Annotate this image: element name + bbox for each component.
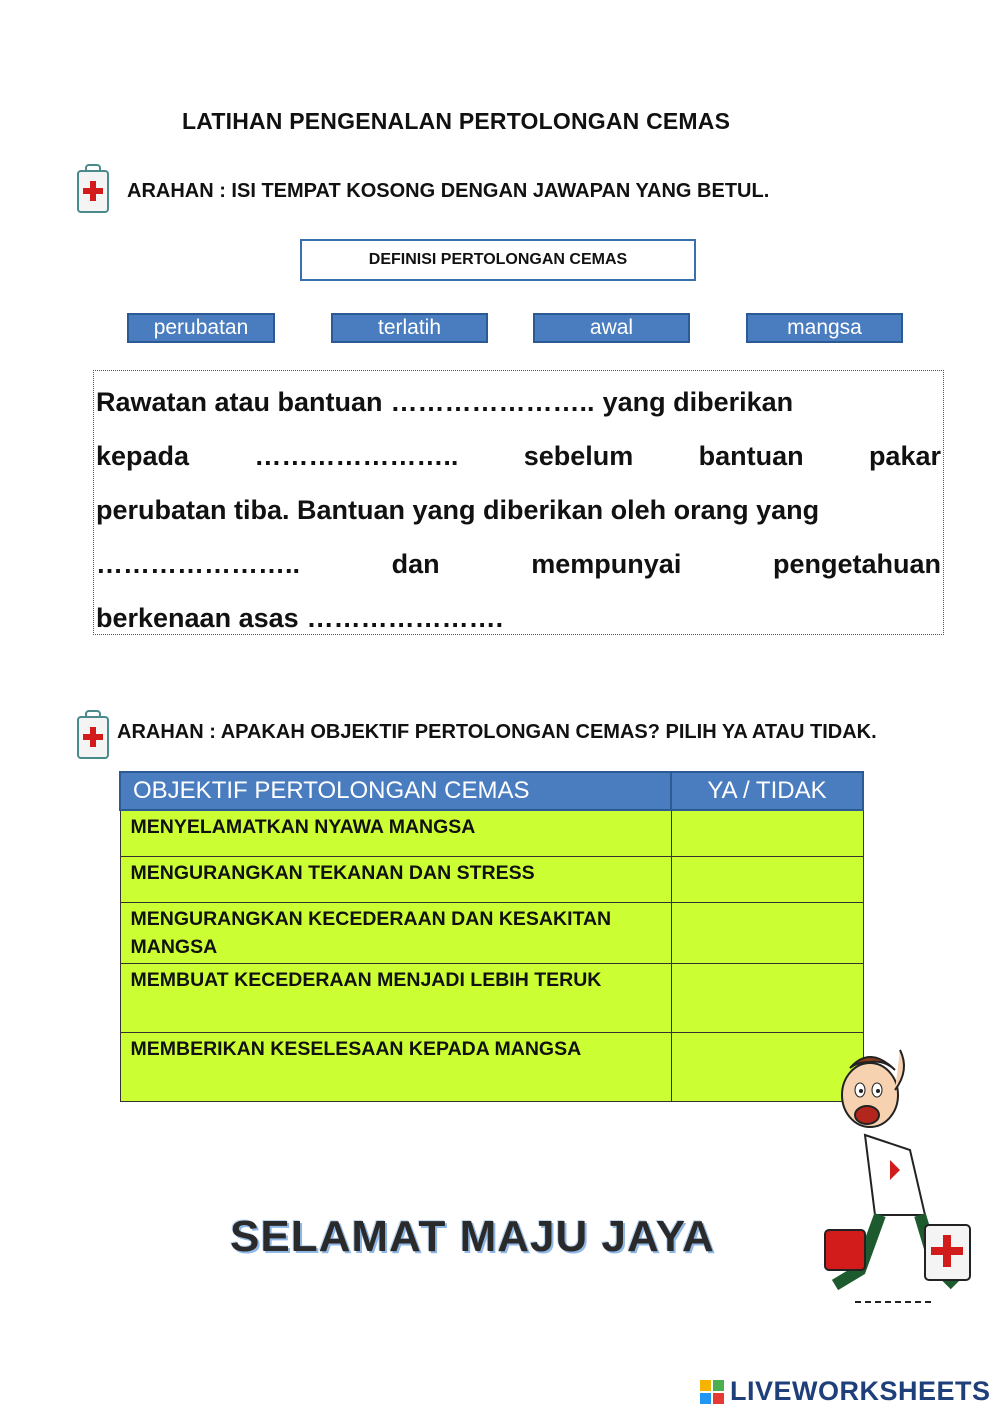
first-aid-kit-icon <box>76 710 110 760</box>
passage-text: mempunyai <box>531 549 682 579</box>
liveworksheets-logo-icon <box>700 1380 724 1404</box>
objective-text: MENGURANGKAN KECEDERAAN DAN KESAKITAN MANGSA <box>120 902 671 963</box>
word-chip-mangsa[interactable]: mangsa <box>746 313 903 343</box>
passage-line-5 <box>96 591 941 645</box>
blank-1[interactable]: ………………….. <box>390 387 595 417</box>
word-chip-terlatih[interactable]: terlatih <box>331 313 488 343</box>
answer-cell[interactable] <box>671 963 863 1032</box>
passage-text: pengetahuan <box>772 549 941 579</box>
objectives-table <box>119 771 864 1102</box>
passage-line-2 <box>96 429 941 483</box>
answer-cell[interactable] <box>671 810 863 856</box>
brand-name: LIVEWORKSHEETS <box>730 1376 991 1406</box>
blank-2[interactable]: ………………….. <box>254 441 459 471</box>
passage-text: perubatan tiba. Bantuan yang diberikan oleh orang yang <box>96 495 820 525</box>
objective-text: MENYELAMATKAN NYAWA MANGSA <box>120 810 671 856</box>
definition-box-title: DEFINISI PERTOLONGAN CEMAS <box>300 239 696 281</box>
objective-text: MENGURANGKAN TEKANAN DAN STRESS <box>120 856 671 902</box>
passage-text: bantuan <box>698 441 804 471</box>
congratulations-message: SELAMAT MAJU JAYA <box>230 1212 715 1261</box>
passage-text: sebelum <box>523 441 634 471</box>
instruction-fill-blanks: ARAHAN : ISI TEMPAT KOSONG DENGAN JAWAPAN YANG BETUL. <box>127 180 770 202</box>
passage-text: dan <box>391 549 440 579</box>
column-header-objective: OBJEKTIF PERTOLONGAN CEMAS <box>120 772 671 810</box>
passage-text: Rawatan atau bantuan <box>96 387 383 417</box>
table-row <box>120 963 863 1032</box>
table-row <box>120 902 863 963</box>
passage-line-1 <box>96 375 941 429</box>
word-chip-awal[interactable]: awal <box>533 313 690 343</box>
blank-4[interactable]: …………………. <box>306 603 504 633</box>
table-header-row <box>120 772 863 810</box>
definition-passage <box>93 370 944 635</box>
table-row <box>120 810 863 856</box>
table-row <box>120 1032 863 1101</box>
column-header-answer: YA / TIDAK <box>671 772 863 810</box>
passage-text: berkenaan asas <box>96 603 299 633</box>
paramedic-cartoon-illustration <box>815 1040 975 1315</box>
instruction-yes-no: ARAHAN : APAKAH OBJEKTIF PERTOLONGAN CEMAS? PILIH YA ATAU TIDAK. <box>117 721 877 743</box>
blank-3[interactable]: ………………….. <box>96 549 301 579</box>
passage-text: pakar <box>868 441 941 471</box>
page-title: LATIHAN PENGENALAN PERTOLONGAN CEMAS <box>182 108 731 134</box>
table-row <box>120 856 863 902</box>
objective-text: MEMBUAT KECEDERAAN MENJADI LEBIH TERUK <box>120 963 671 1032</box>
answer-cell[interactable] <box>671 902 863 963</box>
objective-text: MEMBERIKAN KESELESAAN KEPADA MANGSA <box>120 1032 671 1101</box>
passage-line-4 <box>96 537 941 591</box>
word-chip-perubatan[interactable]: perubatan <box>127 313 275 343</box>
passage-text: kepada <box>96 441 190 471</box>
passage-text: yang diberikan <box>602 387 794 417</box>
passage-line-3 <box>96 483 941 537</box>
liveworksheets-brand[interactable] <box>700 1376 991 1407</box>
first-aid-kit-icon <box>76 164 110 214</box>
answer-cell[interactable] <box>671 856 863 902</box>
